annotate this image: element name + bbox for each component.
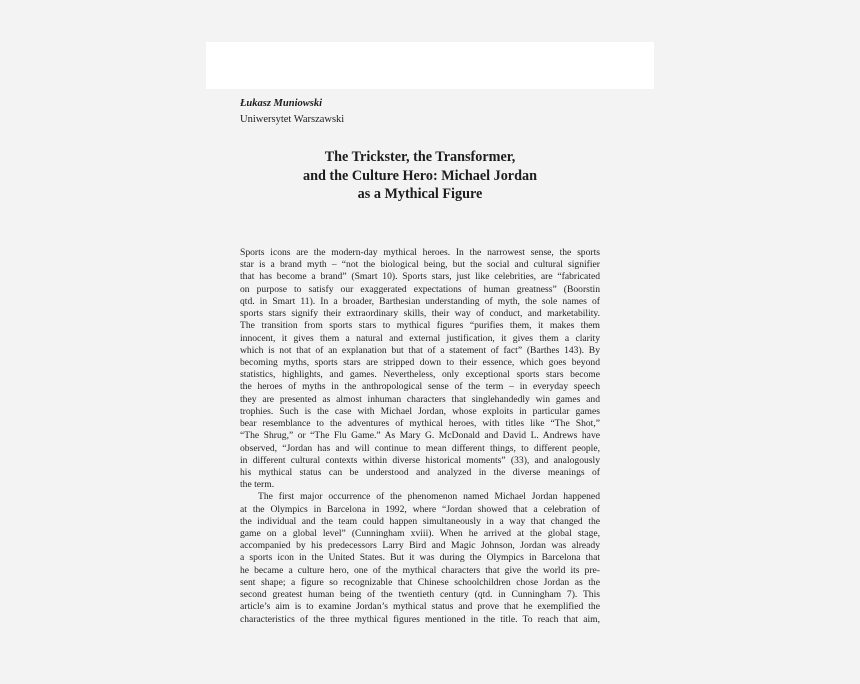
author-name: Łukasz Muniowski: [240, 98, 322, 109]
header-band: [206, 42, 654, 89]
text-line: the individual and the team could happen simultaneously in a way that changed the: [240, 515, 600, 527]
author-affiliation: Uniwersytet Warszawski: [240, 114, 345, 125]
article-body: [240, 247, 600, 626]
text-line: they are presented as almost inhuman characters that singlehandedly win games and: [240, 393, 600, 405]
text-line: qtd. in Smart 11). In a broader, Barthesian understanding of myth, the sole names of: [240, 295, 600, 307]
text-line: bear resemblance to the adventures of mythical heroes, with titles like “The Shot,”: [240, 418, 600, 430]
text-line: trophies. Such is the case with Michael Jordan, whose exploits in particular games: [240, 405, 600, 417]
text-line: observed, “Jordan has and will continue to mean different things, to different people,: [240, 442, 600, 454]
text-line: the heroes of myths in the anthropological sense of the term – in everyday speech: [240, 381, 600, 393]
text-line: the term.: [240, 479, 275, 491]
text-line: statistics, highlights, and games. Nevertheless, only exceptional sports stars become: [240, 369, 600, 381]
text-line: The transition from sports stars to mythical figures “purifies them, it makes them: [240, 320, 600, 332]
text-line: “The Shrug,” or “The Flu Game.” As Mary G. McDonald and David L. Andrews have: [240, 430, 600, 442]
document-page: [206, 42, 654, 684]
text-line: his mythical status can be understood and analyzed in the diverse meanings of: [240, 466, 600, 478]
text-line: Sports icons are the modern-day mythical heroes. In the narrowest sense, the sports: [240, 247, 600, 258]
text-line: star is a brand myth – “not the biological being, but the social and cultural signifier: [240, 259, 600, 271]
text-line: becoming myths, sports stars are stripped down to their essence, which goes beyond: [240, 356, 600, 368]
title-line: and the Culture Hero: Michael Jordan: [303, 167, 537, 184]
text-line: characteristics of the three mythical figures mentioned in the title. To reach that aim,: [240, 613, 600, 625]
article-title: [240, 148, 600, 204]
title-line: as a Mythical Figure: [357, 186, 483, 202]
text-line: on purpose to satisfy our exaggerated expectations of human greatness” (Boorstin: [240, 283, 600, 295]
title-line: The Trickster, the Transformer,: [324, 149, 516, 165]
text-line: sports stars signify their extraordinary skills, their way of conduct, and marketability.: [240, 308, 600, 320]
text-line: he became a culture hero, one of the mythical characters that give the world its pre-: [240, 564, 600, 576]
text-line: at the Olympics in Barcelona in 1992, where “Jordan showed that a celebration of: [240, 503, 600, 515]
text-line: which is not that of an explanation but that of a statement of fact” (Barthes 143). By: [240, 344, 600, 356]
text-line: in different cultural contexts within diverse historical moments” (33), and analogously: [240, 454, 600, 466]
paragraph-2: [240, 491, 600, 625]
text-line: second greatest human being of the twentieth century (qtd. in Cunningham 7). This: [240, 589, 600, 601]
text-line: article’s aim is to examine Jordan’s mythical status and prove that he exemplified the: [240, 601, 600, 613]
paragraph-1: [240, 247, 600, 491]
text-line: that has become a brand” (Smart 10). Sports stars, just like celebrities, are “fabricated: [240, 271, 600, 283]
text-line: game on a global level” (Cunningham xviii). When he arrived at the global stage,: [240, 528, 600, 540]
text-line: The first major occurrence of the phenomenon named Michael Jordan happened: [258, 491, 600, 503]
text-line: sent shape; a figure so recognizable that Chinese schoolchildren chose Jordan as the: [240, 576, 600, 588]
text-line: innocent, it gives them a natural and external justification, it gives them a clarity: [240, 332, 600, 344]
text-line: a sports icon in the United States. But it was during the Olympics in Barcelona that: [240, 552, 600, 564]
text-line: accompanied by his predecessors Larry Bird and Magic Johnson, Jordan was already: [240, 540, 600, 552]
